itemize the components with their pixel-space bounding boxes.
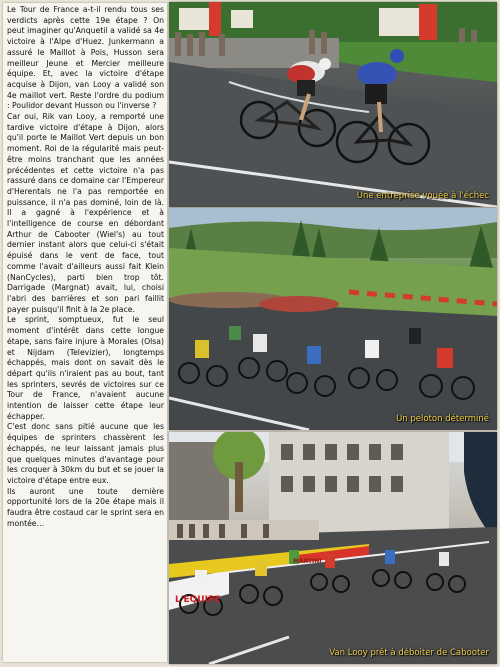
article-paragraph-3: Le sprint, somptueux, fut le seul moment d'intérêt dans cette longue étape, sans faire injure à Morales (Olsa) et Nijdam (Televizier), longtemps échappés, mais dont on savait dès le départ qu'ils n'iraient pas au bout, tant les sprinters, sevrés de victoires sur ce Tour de France, n'avaient aucune intention de laisser cette étape leur échapper.	[7, 315, 164, 421]
article-paragraph-5: Ils auront une toute dernière opportunité lors de la 20e étape mais il faudra être costaud car le sprint sera en montée…	[7, 486, 164, 528]
article-paragraph-1: Le Tour de France a-t-il rendu tous ses verdicts après cette 19e étape ? On peut imaginer qu'Anquetil a validé sa 4e victoire à l'Alpe d'Huez. Junkermann a assuré le Maillot à Pois, Husson sera meilleur Jeune et Mercier meilleure équipe. Et, avec la victoire d'étape acquise à Dijon, van Looy a validé son 4e maillot vert. Reste l'ordre du podium : Poulidor devant Husson ou l'inverse ?	[7, 5, 164, 111]
photo-caption-3: Van Looy prêt à déboiter de Cabooter	[329, 648, 489, 658]
breakaway-illustration	[169, 2, 497, 207]
photo-caption-1: Une entreprise vouée à l'échec	[356, 191, 489, 201]
photo-breakaway	[169, 2, 497, 207]
banner-martini: MARTINI	[293, 558, 322, 565]
banner-lequipe: L'EQUIPE	[175, 595, 221, 605]
photo-peloton	[169, 208, 497, 430]
photo-sprint	[169, 432, 497, 664]
sprint-illustration	[169, 432, 497, 664]
photo-caption-2: Un peloton déterminé	[396, 414, 489, 424]
article-text-column	[3, 3, 167, 662]
peloton-illustration	[169, 208, 497, 430]
article-paragraph-2: Car oui, Rik van Looy, a remporté une tardive victoire d'étape à Dijon, alors qu'il porte le Maillot Vert depuis un bon moment. Roi de la régularité mais peut-être moins tranchant que les années précédentes et cette victoire n'a pas rassuré dans ce domaine car l'Empereur d'Herentals ne l'a pas remportée en puissance, il n'a pas dominé, loin de là. Il a gagné à l'expérience et à l'intelligence de course en débordant Arthur de Cabooter (Wiel's) au tout dernier instant alors que celui-ci s'était épuisé dans le vent de face, tout comme l'avait d'ailleurs aussi fait Klein (NanCycles), parti bien trop tôt. Darrigade (Margnat) avait, lui, choisi l'abri des barrières et son pari faillit payer puisqu'il finit à la 2e place.	[7, 112, 164, 314]
article-paragraph-4: C'est donc sans pitié aucune que les équipes de sprinters chassèrent les échappés, ne leur laissant jamais plus que quelques minutes d'avantage pour les croquer à 30km du but et se jouer la victoire d'étape entre eux.	[7, 422, 164, 485]
